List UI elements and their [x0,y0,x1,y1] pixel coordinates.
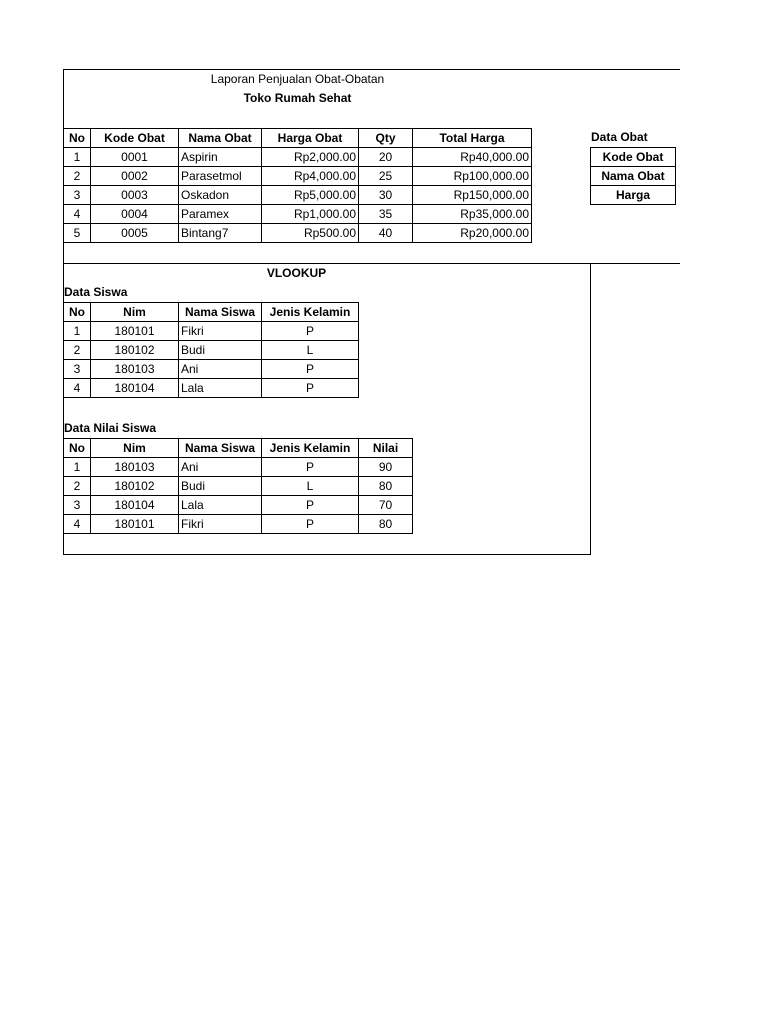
nilai-header-cell: Nama Siswa [179,439,262,458]
data-obat-kode: Kode Obat [591,148,676,167]
nilai-cell: Lala [179,496,262,515]
nilai-header-cell: Nim [91,439,179,458]
nilai-cell: 180104 [91,496,179,515]
sales-header-cell: Qty [359,129,413,148]
sales-header-cell: Kode Obat [91,129,179,148]
nilai-row [64,496,413,515]
siswa-row [64,360,359,379]
nilai-cell: 180101 [91,515,179,534]
siswa-cell: Ani [179,360,262,379]
nilai-cell: 80 [359,477,413,496]
sales-cell: Rp20,000.00 [413,224,532,243]
sales-cell: Paramex [179,205,262,224]
nilai-cell: 80 [359,515,413,534]
nilai-header-row [64,439,413,458]
nilai-row [64,477,413,496]
sales-cell: 2 [64,167,91,186]
vlookup-title: VLOOKUP [266,266,327,280]
siswa-row [64,341,359,360]
nilai-row [64,515,413,534]
sales-cell: Aspirin [179,148,262,167]
nilai-cell: 70 [359,496,413,515]
sales-header-cell: No [64,129,91,148]
bottom-border [63,554,591,555]
nilai-cell: P [262,515,359,534]
sales-cell: Rp150,000.00 [413,186,532,205]
sales-row [64,224,532,243]
sales-cell: Rp35,000.00 [413,205,532,224]
nilai-cell: 1 [64,458,91,477]
vlookup-right-border [590,263,591,555]
sales-cell: 0003 [91,186,179,205]
siswa-header-cell: Nim [91,303,179,322]
sales-header-cell: Harga Obat [262,129,359,148]
data-nilai-title: Data Nilai Siswa [64,421,157,435]
siswa-cell: 180103 [91,360,179,379]
siswa-cell: Budi [179,341,262,360]
sales-cell: 30 [359,186,413,205]
nilai-cell: 180103 [91,458,179,477]
data-siswa-table [63,302,359,398]
sales-cell: 1 [64,148,91,167]
sales-cell: 40 [359,224,413,243]
nilai-cell: P [262,458,359,477]
sales-cell: 5 [64,224,91,243]
siswa-cell: 180102 [91,341,179,360]
nilai-header-cell: No [64,439,91,458]
nilai-header-cell: Jenis Kelamin [262,439,359,458]
nilai-cell: Fikri [179,515,262,534]
siswa-header-cell: Jenis Kelamin [262,303,359,322]
siswa-cell: 180101 [91,322,179,341]
siswa-cell: 1 [64,322,91,341]
nilai-cell: 4 [64,515,91,534]
sales-header-cell: Total Harga [413,129,532,148]
siswa-header-row [64,303,359,322]
nilai-cell: 180102 [91,477,179,496]
nilai-header-cell: Nilai [359,439,413,458]
nilai-cell: Budi [179,477,262,496]
nilai-row [64,458,413,477]
sales-row [64,167,532,186]
sales-cell: 0002 [91,167,179,186]
sales-cell: Rp4,000.00 [262,167,359,186]
sales-cell: 0005 [91,224,179,243]
sales-cell: Rp500.00 [262,224,359,243]
sales-cell: Bintang7 [179,224,262,243]
siswa-cell: P [262,360,359,379]
sales-header-row [64,129,532,148]
sales-header-cell: Nama Obat [179,129,262,148]
sales-row [64,205,532,224]
data-obat-title: Data Obat [591,130,648,144]
sales-row [64,186,532,205]
sales-cell: 0001 [91,148,179,167]
siswa-header-cell: No [64,303,91,322]
siswa-cell: 2 [64,341,91,360]
siswa-row [64,322,359,341]
siswa-header-cell: Nama Siswa [179,303,262,322]
siswa-cell: P [262,379,359,398]
sales-cell: Rp5,000.00 [262,186,359,205]
sales-table [63,128,532,243]
sales-cell: 4 [64,205,91,224]
siswa-cell: Fikri [179,322,262,341]
data-nilai-table [63,438,413,534]
report-title: Laporan Penjualan Obat-Obatan [210,72,385,86]
nilai-cell: 2 [64,477,91,496]
data-obat-harga: Harga [591,186,676,205]
sales-cell: Rp40,000.00 [413,148,532,167]
siswa-row [64,379,359,398]
sales-cell: Rp1,000.00 [262,205,359,224]
sales-cell: 20 [359,148,413,167]
siswa-cell: 180104 [91,379,179,398]
nilai-cell: L [262,477,359,496]
siswa-cell: P [262,322,359,341]
sales-cell: 0004 [91,205,179,224]
sales-cell: 3 [64,186,91,205]
siswa-cell: L [262,341,359,360]
sales-cell: Oskadon [179,186,262,205]
sales-cell: Parasetmol [179,167,262,186]
data-obat-table [590,147,676,205]
sales-cell: Rp2,000.00 [262,148,359,167]
nilai-cell: Ani [179,458,262,477]
data-obat-nama: Nama Obat [591,167,676,186]
siswa-cell: 4 [64,379,91,398]
sales-cell: Rp100,000.00 [413,167,532,186]
sales-cell: 35 [359,205,413,224]
siswa-cell: 3 [64,360,91,379]
sales-cell: 25 [359,167,413,186]
report-subtitle: Toko Rumah Sehat [243,91,352,105]
nilai-cell: 3 [64,496,91,515]
sales-row [64,148,532,167]
nilai-cell: 90 [359,458,413,477]
siswa-cell: Lala [179,379,262,398]
nilai-cell: P [262,496,359,515]
data-siswa-title: Data Siswa [64,285,128,299]
